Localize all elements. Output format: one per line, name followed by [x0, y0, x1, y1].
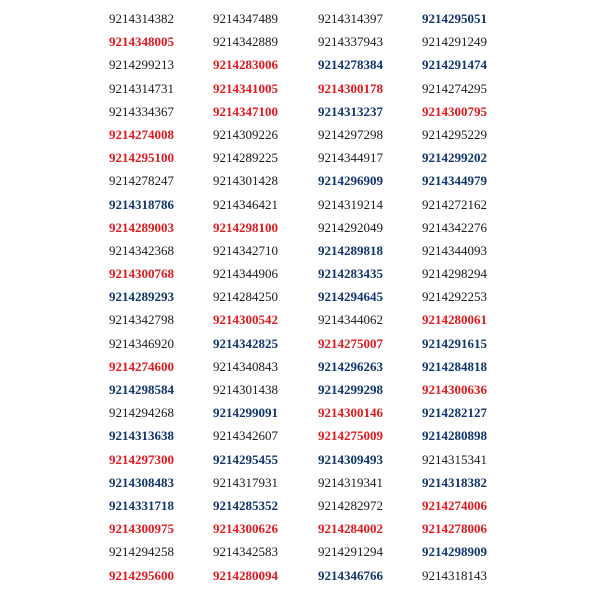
phone-number: 9214272162: [422, 196, 487, 212]
phone-number: 9214292253: [422, 289, 487, 305]
phone-number: 9214341005: [213, 80, 278, 96]
number-column: [422, 7, 532, 587]
phone-number: 9214289293: [109, 289, 174, 305]
phone-number: 9214317931: [213, 474, 278, 490]
phone-number: 9214309493: [318, 451, 383, 467]
phone-number: 9214346421: [213, 196, 278, 212]
phone-number: 9214278006: [422, 521, 487, 537]
phone-number: 9214344979: [422, 173, 487, 189]
phone-number: 9214300636: [422, 382, 487, 397]
phone-number: 9214313237: [318, 103, 383, 119]
phone-number: 9214285352: [213, 497, 278, 513]
phone-number: 9214284002: [318, 521, 383, 537]
phone-number: 9214291615: [422, 335, 487, 351]
phone-number: 9214331718: [109, 497, 174, 513]
phone-number: 9214284818: [422, 358, 487, 374]
phone-number: 9214319214: [318, 196, 383, 212]
phone-number: 9214308483: [109, 474, 174, 490]
phone-number: 9214314382: [109, 11, 174, 26]
phone-number: 9214274008: [109, 126, 174, 142]
phone-number: 9214278384: [318, 57, 383, 73]
phone-number: 9214342889: [213, 34, 278, 50]
phone-number: 9214346920: [109, 335, 174, 351]
phone-number: 9214289818: [318, 242, 383, 258]
phone-number: 9214299202: [422, 150, 487, 166]
phone-number: 9214295051: [422, 11, 487, 26]
phone-number: 9214337943: [318, 34, 383, 50]
phone-number: 9214342710: [213, 242, 278, 258]
phone-number: 9214298909: [422, 544, 487, 560]
phone-number: 9214344093: [422, 242, 487, 258]
phone-number: 9214298100: [213, 219, 278, 235]
phone-number: 9214280094: [213, 567, 278, 583]
phone-number: 9214296909: [318, 173, 383, 189]
phone-number: 9214282972: [318, 497, 383, 513]
phone-number: 9214342583: [213, 544, 278, 560]
phone-number: 9214291249: [422, 34, 487, 50]
phone-number: 9214313638: [109, 428, 174, 444]
phone-number: 9214280061: [422, 312, 487, 328]
phone-number: 9214334367: [109, 103, 174, 119]
phone-number: 9214291474: [422, 57, 487, 73]
phone-number: 9214318143: [422, 567, 487, 583]
phone-number: 9214284250: [213, 289, 278, 305]
phone-number: 9214299091: [213, 405, 278, 421]
phone-number: 9214300178: [318, 80, 383, 96]
number-column: [318, 7, 428, 587]
phone-number: 9214309226: [213, 126, 278, 142]
phone-number: 9214298294: [422, 266, 487, 282]
phone-number: 9214318786: [109, 196, 174, 212]
phone-number: 9214274006: [422, 497, 487, 513]
phone-number: 9214342368: [109, 242, 174, 258]
phone-number: 9214300975: [109, 521, 174, 537]
phone-number: 9214282127: [422, 405, 487, 421]
phone-number: 9214294645: [318, 289, 383, 305]
phone-number: 9214342276: [422, 219, 487, 235]
phone-number: 9214297300: [109, 451, 174, 467]
phone-number: 9214283006: [213, 57, 278, 73]
phone-number: 9214315341: [422, 451, 487, 467]
phone-number: 9214314731: [109, 80, 174, 96]
phone-number: 9214300542: [213, 312, 278, 328]
phone-number: 9214294258: [109, 544, 174, 560]
phone-number: 9214295100: [109, 150, 174, 166]
phone-number: 9214298584: [109, 382, 174, 397]
phone-number: 9214347100: [213, 103, 278, 119]
phone-number: 9214346766: [318, 567, 383, 583]
phone-number: 9214318382: [422, 474, 487, 490]
phone-number: 9214344062: [318, 312, 383, 328]
phone-number: 9214342798: [109, 312, 174, 328]
phone-number: 9214295229: [422, 126, 487, 142]
phone-number: 9214294268: [109, 405, 174, 421]
phone-number: 9214274295: [422, 80, 487, 96]
phone-number: 9214295600: [109, 567, 174, 583]
phone-number: 9214319341: [318, 474, 383, 490]
number-column: [213, 7, 323, 587]
phone-number: 9214300795: [422, 103, 487, 119]
phone-number: 9214342607: [213, 428, 278, 444]
phone-number: 9214292049: [318, 219, 383, 235]
phone-number: 9214289225: [213, 150, 278, 166]
phone-number: 9214314397: [318, 11, 383, 26]
phone-number: 9214300146: [318, 405, 383, 421]
phone-number: 9214297298: [318, 126, 383, 142]
phone-number: 9214300768: [109, 266, 174, 282]
phone-number: 9214348005: [109, 34, 174, 50]
phone-number: 9214347489: [213, 11, 278, 26]
phone-number: 9214300626: [213, 521, 278, 537]
phone-number: 9214289003: [109, 219, 174, 235]
phone-number: 9214299213: [109, 57, 174, 73]
phone-number: 9214295455: [213, 451, 278, 467]
phone-number: 9214340843: [213, 358, 278, 374]
phone-number: 9214344906: [213, 266, 278, 282]
phone-number: 9214301428: [213, 173, 278, 189]
phone-number: 9214299298: [318, 382, 383, 397]
phone-number: 9214291294: [318, 544, 383, 560]
phone-number: 9214275009: [318, 428, 383, 444]
phone-number: 9214301438: [213, 382, 278, 397]
phone-number: 9214275007: [318, 335, 383, 351]
phone-number: 9214283435: [318, 266, 383, 282]
phone-number: 9214344917: [318, 150, 383, 166]
phone-number: 9214278247: [109, 173, 174, 189]
phone-number: 9214274600: [109, 358, 174, 374]
phone-number: 9214280898: [422, 428, 487, 444]
phone-number: 9214342825: [213, 335, 278, 351]
phone-number: 9214296263: [318, 358, 383, 374]
number-column: [109, 7, 219, 587]
